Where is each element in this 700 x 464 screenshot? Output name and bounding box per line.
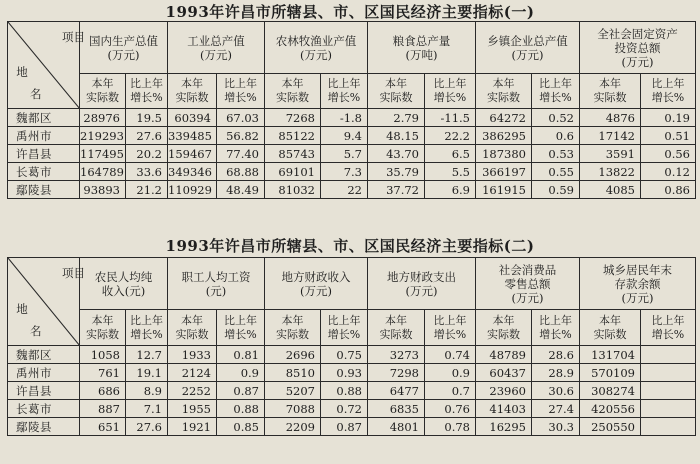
subheader-text: 实际数 <box>593 91 627 104</box>
table2-title: 1993年许昌市所辖县、市、区国民经济主要指标(二) <box>165 237 535 255</box>
data-cell: 13822 <box>580 163 641 181</box>
subheader-text: 本年 <box>281 77 304 90</box>
data-cell: 761 <box>80 364 126 382</box>
column-header-text: 地方财政支出 <box>387 269 456 284</box>
data-cell: 93893 <box>80 181 126 199</box>
data-cell: 77.40 <box>217 145 265 163</box>
data-cell: 9.4 <box>321 127 368 145</box>
subheader-text: 实际数 <box>276 327 309 341</box>
column-header-text: 国内生产总值 <box>89 33 158 48</box>
column-header-text: 工业总产值 <box>187 33 245 48</box>
data-cell: 0.86 <box>641 181 696 199</box>
corner-item-label <box>62 30 85 45</box>
subheader-growth <box>217 74 265 109</box>
corner-item-text: 项目 <box>62 266 85 280</box>
subheader-actual <box>368 310 425 346</box>
data-cell: 56.82 <box>217 127 265 145</box>
data-cell <box>641 418 696 436</box>
data-cell: 60437 <box>476 364 532 382</box>
data-cell: 0.87 <box>321 418 368 436</box>
data-cell: 2252 <box>168 382 217 400</box>
data-cell: 28976 <box>80 109 126 127</box>
subheader-text: 比上年 <box>539 77 572 90</box>
subheader-text: 增长% <box>327 91 361 104</box>
subheader-text: 增长% <box>539 91 572 104</box>
subheader-row <box>8 74 696 109</box>
subheader-text: 增长% <box>651 91 685 104</box>
subheader-text: 增长% <box>224 91 257 104</box>
subheader-actual <box>476 310 532 346</box>
data-cell: 0.76 <box>425 400 476 418</box>
header-row <box>8 258 696 310</box>
data-cell: 0.9 <box>425 364 476 382</box>
subheader-growth <box>321 310 368 346</box>
data-cell: 110929 <box>168 181 217 199</box>
subheader-text: 实际数 <box>593 327 627 341</box>
corner-place-char: 地 <box>16 302 28 316</box>
data-cell: 6477 <box>368 382 425 400</box>
data-cell: 33.6 <box>126 163 168 181</box>
subheader-text: 实际数 <box>276 91 309 104</box>
data-cell: 67.03 <box>217 109 265 127</box>
data-cell: 250550 <box>580 418 641 436</box>
data-cell: 41403 <box>476 400 532 418</box>
data-cell: -1.8 <box>321 109 368 127</box>
subheader-actual <box>580 310 641 346</box>
subheader-text: 增长% <box>130 327 163 341</box>
data-cell: 20.2 <box>126 145 168 163</box>
data-cell: 2696 <box>265 346 321 364</box>
data-cell: 6.9 <box>425 181 476 199</box>
data-cell: 4801 <box>368 418 425 436</box>
data-cell: 386295 <box>476 127 532 145</box>
subheader-text: 本年 <box>385 313 407 327</box>
subheader-text: 实际数 <box>487 327 520 341</box>
data-cell: 7268 <box>265 109 321 127</box>
data-cell: 0.59 <box>532 181 580 199</box>
data-cell: 28.6 <box>532 346 580 364</box>
subheader-growth <box>321 74 368 109</box>
subheader-actual <box>265 74 321 109</box>
column-header-text: 农民人均纯 <box>94 269 153 284</box>
data-cell: 5207 <box>265 382 321 400</box>
subheader-actual <box>80 74 126 109</box>
data-cell <box>641 346 696 364</box>
subheader-row <box>8 310 696 346</box>
table-row <box>8 127 696 145</box>
indicators-table-1 <box>7 21 696 199</box>
data-cell: 0.9 <box>217 364 265 382</box>
data-cell: 0.88 <box>321 382 368 400</box>
data-cell: 159467 <box>168 145 217 163</box>
data-cell: 0.88 <box>217 400 265 418</box>
data-cell: 131704 <box>580 346 641 364</box>
place-name-cell: 禹州市 <box>8 127 80 145</box>
data-cell: 1921 <box>168 418 217 436</box>
column-header-text: 投资总额 <box>614 40 661 55</box>
data-cell: 7088 <box>265 400 321 418</box>
data-cell: 1058 <box>80 346 126 364</box>
corner-cell <box>8 258 85 346</box>
data-cell: 0.85 <box>217 418 265 436</box>
subheader-growth <box>532 74 580 109</box>
data-cell: 0.51 <box>641 127 696 145</box>
subheader-text: 增长% <box>224 327 257 341</box>
data-cell: 27.6 <box>126 127 168 145</box>
data-cell: 3273 <box>368 346 425 364</box>
subheader-text: 比上年 <box>433 313 467 327</box>
subheader-growth <box>217 310 265 346</box>
column-header-text: (万元) <box>300 47 332 62</box>
data-cell: 69101 <box>265 163 321 181</box>
table-row <box>8 364 696 382</box>
data-cell: 6.5 <box>425 145 476 163</box>
column-header-text: 社会消费品 <box>498 262 557 277</box>
table-row <box>8 346 696 364</box>
column-header <box>80 258 168 310</box>
data-cell: 0.53 <box>532 145 580 163</box>
subheader-text: 比上年 <box>327 77 361 90</box>
data-cell: 308274 <box>580 382 641 400</box>
data-cell: 1933 <box>168 346 217 364</box>
column-header <box>476 258 580 310</box>
subheader-text: 比上年 <box>327 313 361 327</box>
subheader-text: 本年 <box>599 313 621 327</box>
place-name-cell: 禹州市 <box>8 364 80 382</box>
data-cell: 22.2 <box>425 127 476 145</box>
data-cell: 0.87 <box>217 382 265 400</box>
data-cell <box>641 400 696 418</box>
data-cell: 0.55 <box>532 163 580 181</box>
column-header-text: 粮食总产量 <box>392 33 451 48</box>
subheader-actual <box>168 310 217 346</box>
data-cell: 48.49 <box>217 181 265 199</box>
place-name-cell: 鄢陵县 <box>8 418 80 436</box>
column-header-text: (万元) <box>511 47 544 62</box>
data-cell: 35.79 <box>368 163 425 181</box>
subheader-text: 比上年 <box>130 313 163 327</box>
subheader-text: 本年 <box>181 77 203 90</box>
subheader-text: 增长% <box>433 327 467 341</box>
table-row <box>8 382 696 400</box>
place-name-cell: 魏都区 <box>8 346 80 364</box>
column-header-text: (万元) <box>621 290 654 305</box>
data-cell: 27.4 <box>532 400 580 418</box>
data-cell: 117495 <box>80 146 124 161</box>
corner-place-label: 地 名 <box>16 302 42 338</box>
subheader-growth <box>532 310 580 346</box>
data-cell: 8510 <box>265 364 321 382</box>
data-cell: 43.70 <box>368 145 425 163</box>
corner-item-text: 项目 <box>62 30 85 44</box>
data-cell: 161915 <box>476 181 532 199</box>
data-cell <box>641 364 696 382</box>
subheader-actual <box>368 74 425 109</box>
data-cell: -11.5 <box>425 109 476 127</box>
data-cell: 3591 <box>580 145 641 163</box>
subheader-growth <box>425 74 476 109</box>
subheader-text: 比上年 <box>224 313 257 327</box>
column-header-text: 零售总额 <box>504 276 551 291</box>
data-cell: 64272 <box>476 109 532 127</box>
data-cell: 887 <box>80 400 126 418</box>
subheader-text: 比上年 <box>539 313 572 327</box>
data-cell: 5.5 <box>425 163 476 181</box>
data-cell: 30.6 <box>532 382 580 400</box>
subheader-text: 实际数 <box>175 327 209 341</box>
subheader-text: 实际数 <box>86 91 119 104</box>
data-cell: 349346 <box>168 163 217 181</box>
subheader-actual <box>80 310 126 346</box>
data-cell: 0.74 <box>425 346 476 364</box>
subheader-text: 本年 <box>281 313 304 327</box>
data-cell: 219293 <box>80 128 124 143</box>
data-cell: 85743 <box>265 145 321 163</box>
data-cell: 68.88 <box>217 163 265 181</box>
column-header-text: 职工人均工资 <box>181 269 251 284</box>
table-row <box>8 418 696 436</box>
subheader-text: 比上年 <box>224 77 257 90</box>
data-cell: 37.72 <box>368 181 425 199</box>
data-cell: 22 <box>321 181 368 199</box>
table-row <box>8 109 696 127</box>
column-header-text: (万元) <box>405 283 438 298</box>
place-name-cell: 许昌县 <box>8 382 80 400</box>
data-cell: 0.78 <box>425 418 476 436</box>
data-cell: 2209 <box>265 418 321 436</box>
column-header-text: (万元) <box>107 47 140 62</box>
data-cell: 19.5 <box>126 109 168 127</box>
subheader-text: 本年 <box>91 77 114 90</box>
subheader-actual <box>168 74 217 109</box>
subheader-text: 增长% <box>130 91 163 104</box>
data-cell: 0.19 <box>641 109 696 127</box>
subheader-growth <box>641 310 696 346</box>
data-cell: 8.9 <box>126 382 168 400</box>
data-cell: 81032 <box>265 181 321 199</box>
column-header-text: 全社会固定资产 <box>597 26 678 41</box>
data-cell: 366197 <box>476 163 532 181</box>
data-cell: 17142 <box>580 127 641 145</box>
column-header-text: 收入(元) <box>101 283 146 298</box>
data-cell: 85122 <box>265 127 321 145</box>
data-cell: 4876 <box>580 109 641 127</box>
subheader-text: 本年 <box>492 313 515 327</box>
column-header <box>168 22 265 74</box>
place-name-cell: 魏都区 <box>8 109 80 127</box>
subheader-text: 本年 <box>91 313 114 327</box>
data-cell: 0.81 <box>217 346 265 364</box>
place-name-cell: 长葛市 <box>8 400 80 418</box>
subheader-text: 增长% <box>433 91 467 104</box>
subheader-text: 增长% <box>539 327 572 341</box>
data-cell: 27.6 <box>126 418 168 436</box>
data-cell: 7298 <box>368 364 425 382</box>
subheader-text: 本年 <box>599 77 621 90</box>
column-header-text: 存款余额 <box>614 276 661 291</box>
table-row <box>8 145 696 163</box>
subheader-text: 实际数 <box>86 327 119 341</box>
column-header <box>265 22 368 74</box>
indicators-table-2 <box>7 257 696 436</box>
data-cell: 1955 <box>168 400 217 418</box>
data-cell: 686 <box>80 382 126 400</box>
corner-place-label: 地 名 <box>16 65 42 101</box>
data-cell: 339485 <box>168 127 217 145</box>
subheader-text: 增长% <box>327 327 361 341</box>
place-name-cell: 鄢陵县 <box>8 181 80 199</box>
subheader-text: 实际数 <box>379 327 413 341</box>
data-cell: 12.7 <box>126 346 168 364</box>
subheader-growth <box>425 310 476 346</box>
data-cell: 0.75 <box>321 346 368 364</box>
data-cell: 164789 <box>80 164 124 179</box>
subheader-text: 比上年 <box>651 77 685 90</box>
data-cell: 0.56 <box>641 145 696 163</box>
data-cell: 21.2 <box>126 181 168 199</box>
subheader-text: 本年 <box>492 77 515 90</box>
data-cell: 0.52 <box>532 109 580 127</box>
column-header-text: 地方财政收入 <box>281 269 351 284</box>
subheader-text: 比上年 <box>130 77 163 90</box>
data-cell: 0.6 <box>532 127 580 145</box>
column-header <box>168 258 265 310</box>
data-cell: 23960 <box>476 382 532 400</box>
data-cell: 0.12 <box>641 163 696 181</box>
subheader-growth <box>641 74 696 109</box>
data-cell: 19.1 <box>126 364 168 382</box>
data-cell: 570109 <box>580 364 641 382</box>
subheader-text: 本年 <box>181 313 203 327</box>
data-cell: 2.79 <box>368 109 425 127</box>
column-header <box>368 258 476 310</box>
column-header <box>368 22 476 74</box>
subheader-actual <box>580 74 641 109</box>
data-cell: 0.93 <box>321 364 368 382</box>
subheader-text: 实际数 <box>487 91 520 104</box>
column-header-text: 农林牧渔业产值 <box>275 33 357 48</box>
subheader-text: 本年 <box>385 77 407 90</box>
data-cell: 0.7 <box>425 382 476 400</box>
data-cell: 6835 <box>368 400 425 418</box>
column-header <box>580 258 696 310</box>
column-header-text: (万吨) <box>405 47 438 62</box>
corner-cell <box>8 22 85 109</box>
subheader-text: 比上年 <box>651 313 685 327</box>
column-header <box>80 22 168 74</box>
place-name-cell: 长葛市 <box>8 163 80 181</box>
data-cell: 28.9 <box>532 364 580 382</box>
column-header-text: 乡镇企业总产值 <box>487 33 568 48</box>
subheader-text: 增长% <box>651 327 685 341</box>
data-cell: 5.7 <box>321 145 368 163</box>
header-row <box>8 22 696 74</box>
corner-item-label <box>62 266 85 281</box>
data-cell <box>641 382 696 400</box>
column-header <box>580 22 696 74</box>
data-cell: 4085 <box>580 181 641 199</box>
corner-place-char: 地 <box>16 65 28 79</box>
column-header <box>265 258 368 310</box>
data-cell: 420556 <box>580 400 641 418</box>
column-header-text: (万元) <box>621 54 654 69</box>
data-cell: 48.15 <box>368 127 425 145</box>
data-cell: 30.3 <box>532 418 580 436</box>
data-cell: 16295 <box>476 418 532 436</box>
column-header-text: (万元) <box>511 290 544 305</box>
subheader-growth <box>126 74 168 109</box>
data-cell: 2124 <box>168 364 217 382</box>
table-row <box>8 163 696 181</box>
data-cell: 7.3 <box>321 163 368 181</box>
column-header-text: (万元) <box>300 283 332 298</box>
data-cell: 60394 <box>168 109 217 127</box>
table-row <box>8 400 696 418</box>
column-header <box>476 22 580 74</box>
subheader-actual <box>265 310 321 346</box>
data-cell: 48789 <box>476 346 532 364</box>
column-header-text: (万元) <box>200 47 232 62</box>
data-cell: 7.1 <box>126 400 168 418</box>
data-cell: 0.72 <box>321 400 368 418</box>
table-row <box>8 181 696 199</box>
subheader-text: 比上年 <box>433 77 467 90</box>
column-header-text: (元) <box>205 283 227 298</box>
column-header-text: 城乡居民年末 <box>603 262 672 277</box>
table1-title: 1993年许昌市所辖县、市、区国民经济主要指标(一) <box>165 3 535 21</box>
place-name-cell: 许昌县 <box>8 145 80 163</box>
subheader-growth <box>126 310 168 346</box>
subheader-text: 实际数 <box>175 91 209 104</box>
data-cell: 187380 <box>476 145 532 163</box>
subheader-actual <box>476 74 532 109</box>
subheader-text: 实际数 <box>379 91 413 104</box>
data-cell: 651 <box>80 418 126 436</box>
